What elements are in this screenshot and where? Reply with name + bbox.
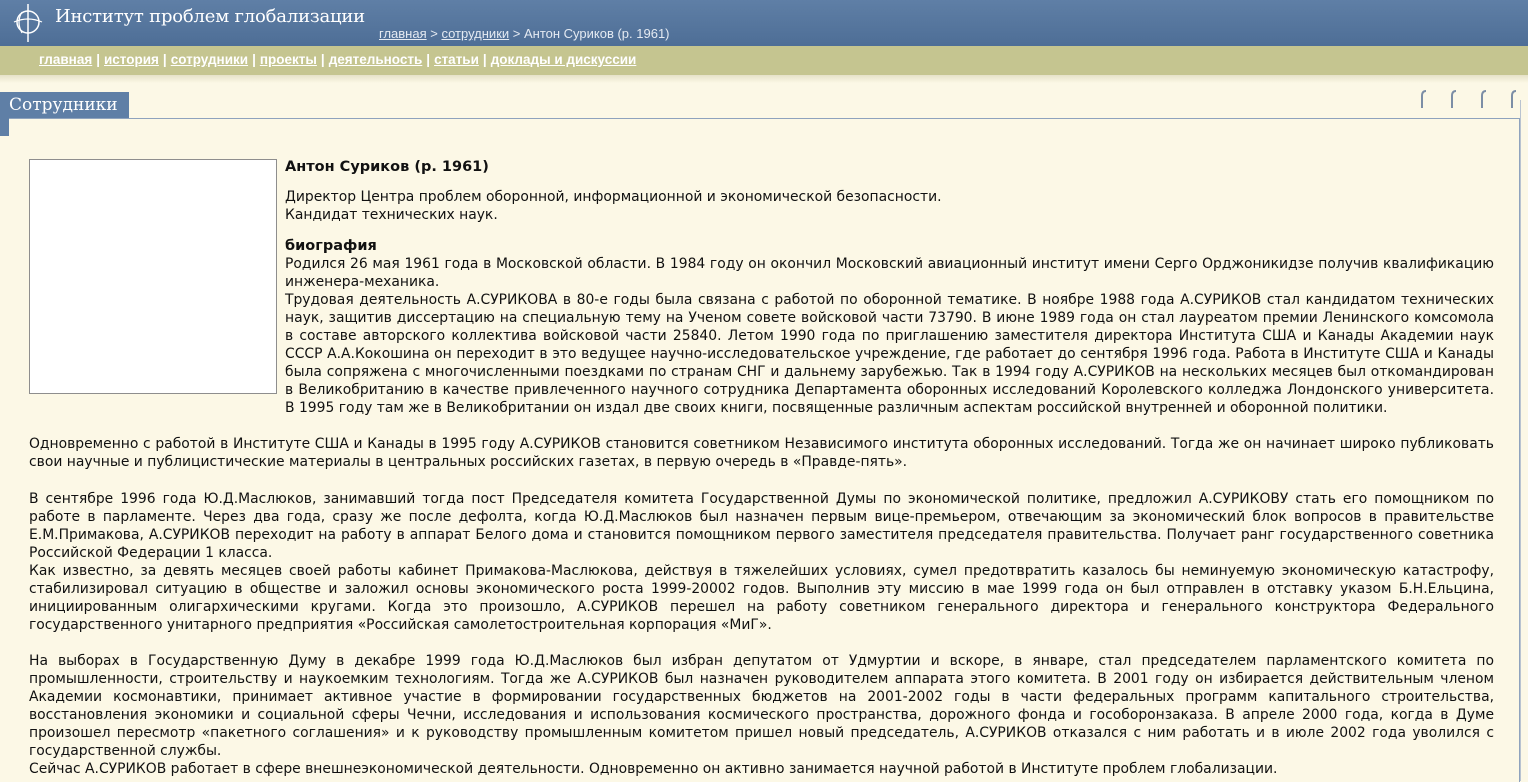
nav-separator: | xyxy=(162,52,167,67)
nav-reports-link[interactable]: доклады и дискуссии xyxy=(490,52,637,67)
nav-separator: | xyxy=(320,52,325,67)
main-nav xyxy=(0,46,1528,75)
biography-heading: биография xyxy=(285,238,377,254)
nav-shadow xyxy=(0,75,1528,83)
nav-separator: | xyxy=(426,52,431,67)
bio-paragraph: Родился 26 мая 1961 года в Московской области. В 1984 году он окончил Московский авиационный институт имени Серго Орджоникидзе получив квалификацию инженера-механика. xyxy=(285,256,1494,290)
bio-paragraph: Сейчас А.СУРИКОВ работает в сфере внешнеэкономической деятельности. Одновременно он активно занимается научной работой в Институте проблем глобализации. xyxy=(29,761,1278,777)
bio-paragraph: Трудовая деятельность А.СУРИКОВА в 80-е годы была связана с работой по оборонной тематике. В ноябре 1988 года А.СУРИКОВ стал кандидатом технических наук, защитив диссертацию на специальную тему на Ученом совете войсковой части 73790. В июне 1989 года он стал лауреатом премии Ленинского комсомола в составе авторского коллектива войсковой части 25840. Летом 1990 года по приглашению заместителя директора Института США и Канады Академии наук СССР А.А.Кокошина он переходит в это ведущее научно-исследовательское учреждение, где работает до сентября 1996 года. Работа в Институте США и Канады была сопряжена с многочисленными поездками по странам СНГ и дальнему зарубежью. Так в 1994 году А.СУРИКОВ на нескольких месяцев был откомандирован в Великобританию в качестве привлеченного научного сотрудника Департамента оборонных исследований Королевского колледжа Лондонского университета. В 1995 году там же в Великобритании он издал две своих книги, посвященные различным аспектам российской внутренней и оборонной политики. xyxy=(285,292,1494,416)
person-name: Антон Суриков (р. 1961) xyxy=(285,159,489,175)
breadcrumb-staff-link[interactable]: сотрудники xyxy=(441,26,510,41)
breadcrumb-home-link[interactable]: главная xyxy=(379,26,427,41)
bio-paragraph: В сентябре 1996 года Ю.Д.Маслюков, занимавший тогда пост Председателя комитета Государственной Думы по экономической политике, предложил А.СУРИКОВУ стать его помощником по работе в парламенте. Через два года, сразу же после дефолта, когда Ю.Д.Маслюков был назначен первым вице-премьером, отвечающим за экономический блок вопросов в правительстве Е.М.Примакова, А.СУРИКОВ переходит на работу в аппарат Белого дома и становится помощником первого заместителя председателя правительства. Получает ранг государственного советника Российской Федерации 1 класса. xyxy=(29,491,1494,561)
bio-paragraph: Как известно, за девять месяцев своей работы кабинет Примакова-Маслюкова, действуя в тяжелейших условиях, сумел предотвратить казалось бы неминуемую экономическую катастрофу, стабилизировал ситуацию в обществе и заложил основы экономического роста 1999-20002 годов. Выполнив эту миссию в мае 1999 года он был отправлен в отставку указом Б.Н.Ельцина, инициированным олигархическими кругами. Когда это произошло, А.СУРИКОВ перешел на работу советником генерального директора и генерального конструктора Федерального государственного унитарного предприятия «Российская самолетостроительная корпорация «МиГ». xyxy=(29,563,1494,633)
bio-paragraph: Одновременно с работой в Институте США и Канады в 1995 году А.СУРИКОВ становится советником Независимого института оборонных исследований. Тогда же он начинает широко публиковать свои научные и публицистические материалы в центральных российских газетах, в первую очередь в «Правде-пять». xyxy=(29,436,1494,470)
biography-top xyxy=(285,255,1494,417)
bio-paragraph: На выборах в Государственную Думу в декабре 1999 года Ю.Д.Маслюков был избран депутатом от Удмуртии и вскоре, в январе, стал председателем парламентского комитета по промышленности, строительству и наукоемким технологиям. Тогда же А.СУРИКОВ был назначен руководителем аппарата этого комитета. В 2001 году он избирается действительным членом Академии космонавтики, принимает активное участие в формировании государственных бюджетов на 2001-2002 годы в части федеральных программ капитального строительства, восстановления экономики и социальной сферы Чечни, исследования и использования космического пространства, дорожного фонда и гособоронзаказа. В апреле 2000 года, когда в Думе произошел пересмотр «пакетного соглашения» и к руководству промышленным комитетом пришел новый председатель, А.СУРИКОВ отказался с ним работать и в июле 2002 года уволился с государственной службы. xyxy=(29,653,1494,759)
profile-photo xyxy=(29,159,277,394)
section-tab-edge xyxy=(0,118,9,136)
globe-logo-icon[interactable] xyxy=(8,2,48,42)
person-position xyxy=(285,188,942,224)
nav-separator: | xyxy=(482,52,487,67)
binder-rings-icon xyxy=(1414,88,1524,110)
nav-separator: | xyxy=(96,52,100,67)
scrollbar-edge[interactable] xyxy=(1520,100,1528,781)
nav-home-link[interactable]: главная xyxy=(39,52,93,67)
nav-history-link[interactable]: история xyxy=(104,52,159,67)
nav-activity-link[interactable]: деятельность xyxy=(328,52,423,67)
position-title: Директор Центра проблем оборонной, информационной и экономической безопасности. xyxy=(285,189,942,205)
breadcrumb-separator: > xyxy=(509,26,524,41)
section-title: Сотрудники xyxy=(0,92,129,118)
academic-degree: Кандидат технических наук. xyxy=(285,207,498,223)
site-title[interactable]: Институт проблем глобализации xyxy=(55,6,365,27)
nav-separator: | xyxy=(252,52,256,67)
nav-projects-link[interactable]: проекты xyxy=(259,52,317,67)
site-header xyxy=(0,0,1528,46)
breadcrumb xyxy=(379,26,670,41)
nav-staff-link[interactable]: сотрудники xyxy=(170,52,249,67)
breadcrumb-current: Антон Суриков (р. 1961) xyxy=(523,26,670,41)
breadcrumb-separator: > xyxy=(426,26,442,41)
nav-articles-link[interactable]: статьи xyxy=(434,52,479,67)
